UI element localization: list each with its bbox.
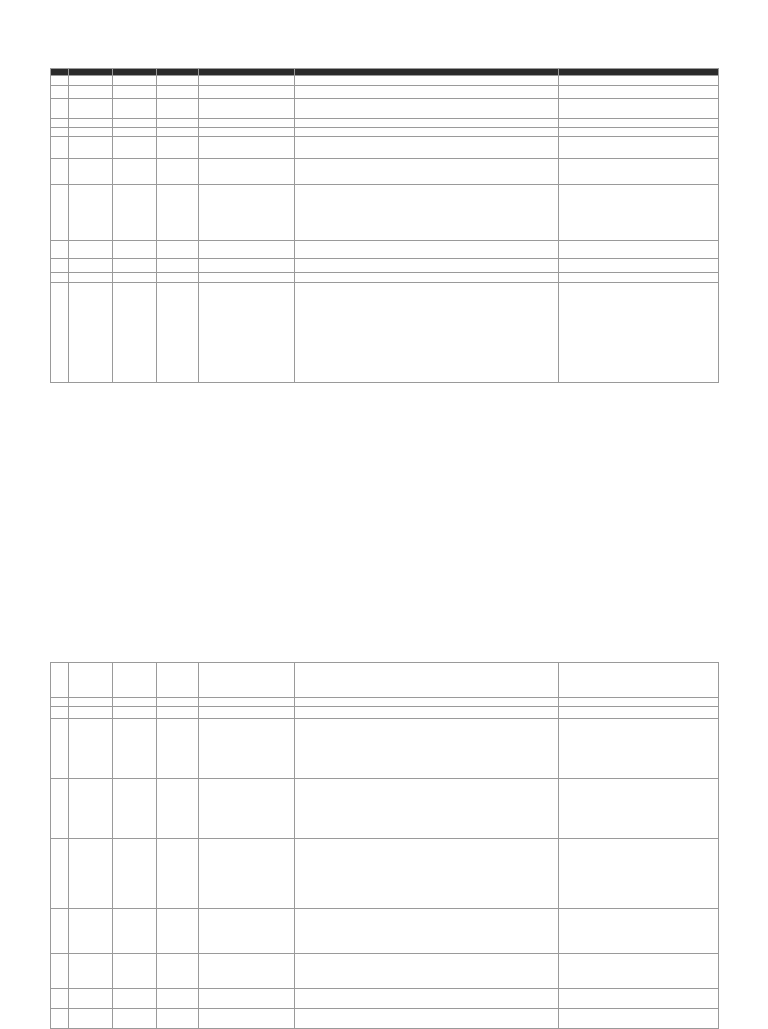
- table-row: [51, 99, 719, 119]
- header-url: [559, 69, 719, 76]
- cell-url[interactable]: [559, 989, 719, 1009]
- cell-research-title: [199, 137, 295, 159]
- cell-no: [51, 159, 69, 185]
- table-row: [51, 663, 719, 698]
- cell-college: [113, 86, 157, 99]
- cell-department: [69, 283, 113, 383]
- cell-college: [113, 698, 157, 707]
- cell-no: [51, 119, 69, 128]
- cell-college: [113, 99, 157, 119]
- cell-description: [295, 283, 559, 383]
- cell-description: [295, 909, 559, 954]
- table-row: [51, 259, 719, 273]
- cell-college: [113, 719, 157, 779]
- cell-department: [69, 159, 113, 185]
- cell-description: [295, 707, 559, 719]
- cell-no: [51, 241, 69, 259]
- cell-no: [51, 779, 69, 839]
- cell-description: [295, 954, 559, 989]
- cell-department: [69, 185, 113, 241]
- cell-supervisor: [157, 259, 199, 273]
- header-no: [51, 69, 69, 76]
- cell-description: [295, 76, 559, 86]
- cell-research-title: [199, 259, 295, 273]
- cell-supervisor: [157, 707, 199, 719]
- cell-no: [51, 259, 69, 273]
- cell-research-title: [199, 283, 295, 383]
- table-row: [51, 989, 719, 1009]
- cell-description: [295, 779, 559, 839]
- cell-description: [295, 839, 559, 909]
- table-row: [51, 283, 719, 383]
- cell-url[interactable]: [559, 86, 719, 99]
- table-body: [51, 76, 719, 383]
- cell-college: [113, 185, 157, 241]
- table-row: [51, 909, 719, 954]
- cell-department: [69, 86, 113, 99]
- cell-description: [295, 241, 559, 259]
- cell-no: [51, 273, 69, 283]
- cell-college: [113, 159, 157, 185]
- cell-url[interactable]: [559, 76, 719, 86]
- cell-description: [295, 1009, 559, 1029]
- cell-url[interactable]: [559, 241, 719, 259]
- table-row: [51, 137, 719, 159]
- cell-description: [295, 719, 559, 779]
- cell-no: [51, 909, 69, 954]
- cell-research-title: [199, 1009, 295, 1029]
- cell-description: [295, 698, 559, 707]
- cell-department: [69, 719, 113, 779]
- cell-url[interactable]: [559, 779, 719, 839]
- cell-supervisor: [157, 989, 199, 1009]
- cell-research-title: [199, 241, 295, 259]
- cell-supervisor: [157, 954, 199, 989]
- table-row: [51, 128, 719, 137]
- table-body: [51, 663, 719, 1029]
- cell-research-title: [199, 698, 295, 707]
- cell-college: [113, 259, 157, 273]
- cell-supervisor: [157, 719, 199, 779]
- cell-supervisor: [157, 663, 199, 698]
- cell-no: [51, 719, 69, 779]
- cell-url[interactable]: [559, 259, 719, 273]
- cell-department: [69, 954, 113, 989]
- cell-research-title: [199, 273, 295, 283]
- table-row: [51, 86, 719, 99]
- cell-no: [51, 86, 69, 99]
- cell-url[interactable]: [559, 185, 719, 241]
- cell-supervisor: [157, 99, 199, 119]
- cell-description: [295, 989, 559, 1009]
- cell-description: [295, 259, 559, 273]
- cell-no: [51, 283, 69, 383]
- cell-department: [69, 119, 113, 128]
- header-supervisor: [157, 69, 199, 76]
- table-row: [51, 159, 719, 185]
- cell-url[interactable]: [559, 159, 719, 185]
- cell-no: [51, 99, 69, 119]
- cell-url[interactable]: [559, 1009, 719, 1029]
- cell-department: [69, 273, 113, 283]
- cell-url[interactable]: [559, 128, 719, 137]
- cell-department: [69, 989, 113, 1009]
- cell-url[interactable]: [559, 839, 719, 909]
- table-row: [51, 954, 719, 989]
- cell-no: [51, 137, 69, 159]
- cell-research-title: [199, 119, 295, 128]
- cell-research-title: [199, 707, 295, 719]
- cell-url[interactable]: [559, 99, 719, 119]
- cell-research-title: [199, 779, 295, 839]
- cell-department: [69, 839, 113, 909]
- table-row: [51, 185, 719, 241]
- cell-department: [69, 909, 113, 954]
- cell-department: [69, 1009, 113, 1029]
- cell-college: [113, 128, 157, 137]
- cell-description: [295, 137, 559, 159]
- cell-url[interactable]: [559, 663, 719, 698]
- cell-supervisor: [157, 86, 199, 99]
- cell-no: [51, 76, 69, 86]
- header-research-title: [199, 69, 295, 76]
- cell-research-title: [199, 159, 295, 185]
- cell-supervisor: [157, 119, 199, 128]
- research-table-page-1: [50, 68, 718, 383]
- cell-no: [51, 954, 69, 989]
- cell-department: [69, 779, 113, 839]
- cell-college: [113, 1009, 157, 1029]
- cell-supervisor: [157, 76, 199, 86]
- cell-department: [69, 241, 113, 259]
- cell-college: [113, 241, 157, 259]
- cell-supervisor: [157, 698, 199, 707]
- cell-department: [69, 259, 113, 273]
- research-table-page-2: [50, 662, 718, 1029]
- cell-college: [113, 989, 157, 1009]
- table-row: [51, 707, 719, 719]
- cell-department: [69, 137, 113, 159]
- cell-url[interactable]: [559, 119, 719, 128]
- cell-supervisor: [157, 128, 199, 137]
- header-row: [51, 69, 719, 76]
- cell-no: [51, 185, 69, 241]
- cell-url[interactable]: [559, 137, 719, 159]
- cell-college: [113, 779, 157, 839]
- cell-no: [51, 989, 69, 1009]
- cell-college: [113, 954, 157, 989]
- cell-supervisor: [157, 839, 199, 909]
- cell-no: [51, 698, 69, 707]
- cell-supervisor: [157, 241, 199, 259]
- cell-research-title: [199, 99, 295, 119]
- cell-college: [113, 273, 157, 283]
- cell-url[interactable]: [559, 954, 719, 989]
- cell-description: [295, 119, 559, 128]
- cell-department: [69, 707, 113, 719]
- cell-college: [113, 663, 157, 698]
- cell-description: [295, 185, 559, 241]
- cell-supervisor: [157, 909, 199, 954]
- cell-department: [69, 99, 113, 119]
- cell-research-title: [199, 719, 295, 779]
- table-row: [51, 273, 719, 283]
- cell-research-title: [199, 86, 295, 99]
- cell-supervisor: [157, 273, 199, 283]
- cell-url[interactable]: [559, 909, 719, 954]
- cell-research-title: [199, 839, 295, 909]
- report-title: [62, 58, 662, 66]
- cell-department: [69, 128, 113, 137]
- cell-supervisor: [157, 159, 199, 185]
- cell-description: [295, 273, 559, 283]
- cell-research-title: [199, 185, 295, 241]
- table-row: [51, 698, 719, 707]
- table-row: [51, 839, 719, 909]
- cell-department: [69, 663, 113, 698]
- cell-description: [295, 159, 559, 185]
- cell-description: [295, 128, 559, 137]
- cell-department: [69, 76, 113, 86]
- cell-url[interactable]: [559, 698, 719, 707]
- cell-college: [113, 839, 157, 909]
- cell-research-title: [199, 989, 295, 1009]
- header-college: [113, 69, 157, 76]
- cell-supervisor: [157, 779, 199, 839]
- cell-supervisor: [157, 137, 199, 159]
- table-row: [51, 719, 719, 779]
- cell-college: [113, 909, 157, 954]
- table-row: [51, 779, 719, 839]
- header-department: [69, 69, 113, 76]
- cell-college: [113, 76, 157, 86]
- cell-college: [113, 137, 157, 159]
- table-row: [51, 241, 719, 259]
- cell-research-title: [199, 663, 295, 698]
- cell-no: [51, 663, 69, 698]
- cell-no: [51, 1009, 69, 1029]
- cell-supervisor: [157, 283, 199, 383]
- cell-no: [51, 128, 69, 137]
- header-description: [295, 69, 559, 76]
- cell-research-title: [199, 954, 295, 989]
- cell-research-title: [199, 128, 295, 137]
- cell-no: [51, 707, 69, 719]
- cell-supervisor: [157, 1009, 199, 1029]
- cell-description: [295, 663, 559, 698]
- cell-research-title: [199, 909, 295, 954]
- cell-college: [113, 283, 157, 383]
- research-table: [50, 68, 719, 383]
- cell-url[interactable]: [559, 283, 719, 383]
- cell-research-title: [199, 76, 295, 86]
- table-row: [51, 119, 719, 128]
- cell-url[interactable]: [559, 719, 719, 779]
- cell-supervisor: [157, 185, 199, 241]
- cell-department: [69, 698, 113, 707]
- research-table: [50, 662, 719, 1029]
- cell-description: [295, 86, 559, 99]
- cell-url[interactable]: [559, 707, 719, 719]
- cell-no: [51, 839, 69, 909]
- table-row: [51, 1009, 719, 1029]
- cell-college: [113, 119, 157, 128]
- cell-url[interactable]: [559, 273, 719, 283]
- table-row: [51, 76, 719, 86]
- cell-college: [113, 707, 157, 719]
- cell-description: [295, 99, 559, 119]
